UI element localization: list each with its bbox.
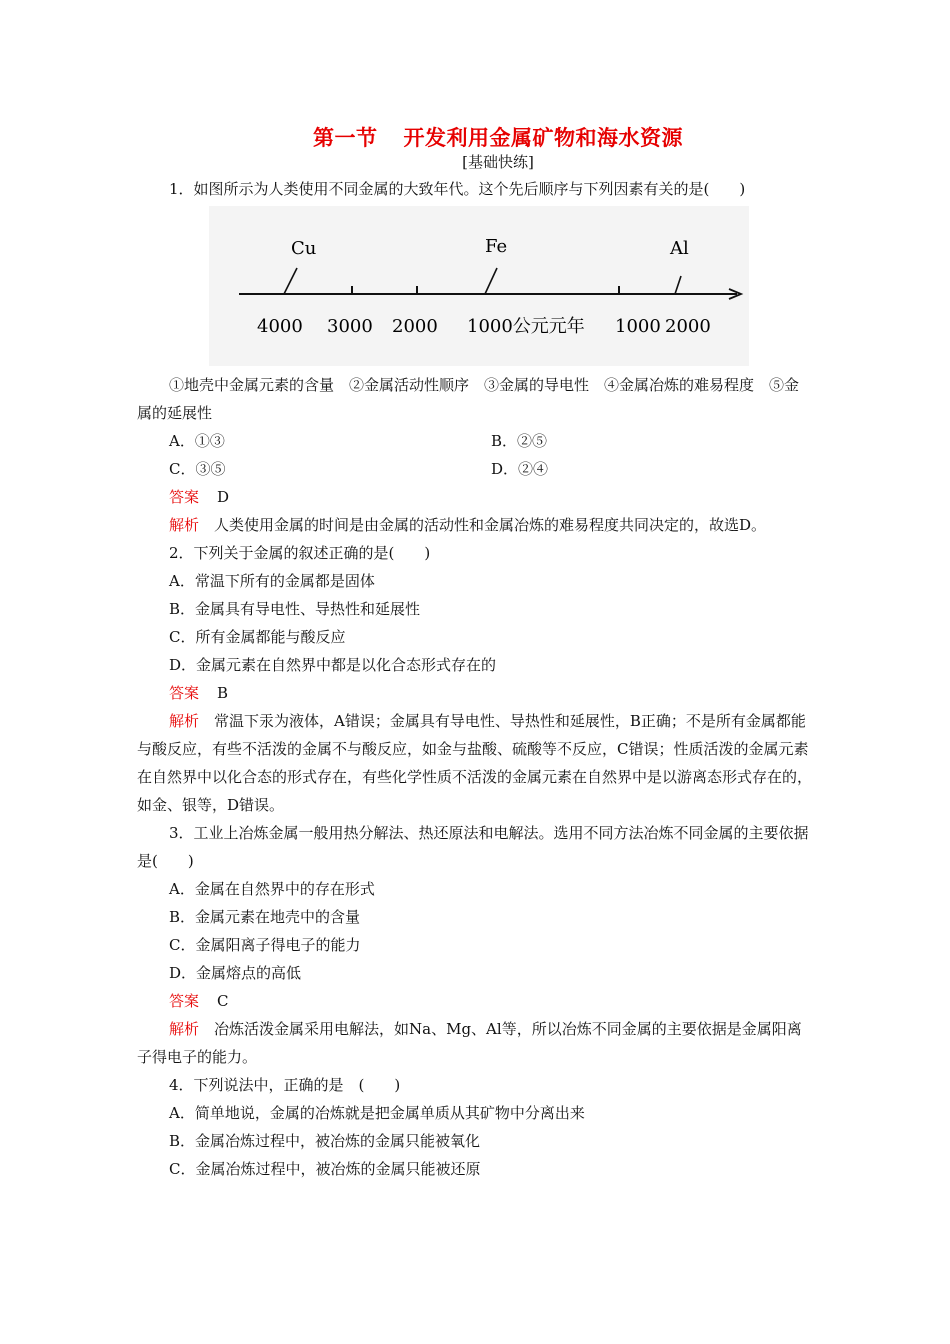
analysis: [137, 707, 813, 819]
question-stem: 1．如图所示为人类使用不同金属的大致年代。这个先后顺序与下列因素有关的是( ): [169, 180, 746, 198]
option-d: D．金属熔点的高低: [169, 964, 302, 982]
question-1: [137, 175, 813, 539]
answer-label: 答案: [169, 992, 200, 1010]
question-stem: 3．工业上冶炼金属一般用热分解法、热还原法和电解法。选用不同方法冶炼不同金属的主要依据是( ): [137, 824, 809, 870]
tick-label: 2000: [665, 316, 711, 337]
title-section: 第一节: [313, 125, 378, 150]
option-c: C．金属阳离子得电子的能力: [169, 936, 361, 954]
analysis-text: 常温下汞为液体，A错误；金属具有导电性、导热性和延展性，B正确；不是所有金属都能与酸反应，有些不活泼的金属不与酸反应，如金与盐酸、硫酸等不反应，C错误；性质活泼的金属元素在自然界中以化合态的形式存在，有些化学性质不活泼的金属元素在自然界中是以游离态形式存在的，如金、银等，D错误。: [137, 712, 813, 814]
question-3: [137, 819, 813, 1071]
tick-label: 1000: [615, 316, 661, 337]
tick-label: 1000公元元年: [467, 316, 585, 337]
metal-label-fe: Fe: [485, 236, 508, 257]
analysis-label: 解析: [169, 1020, 200, 1038]
section-subtitle: [基础快练]: [462, 153, 534, 171]
answer-line: [137, 987, 813, 1015]
analysis: [137, 511, 813, 539]
analysis-label: 解析: [169, 516, 200, 534]
answer-value: D: [217, 488, 230, 506]
option-b: B．金属冶炼过程中，被冶炼的金属只能被氧化: [169, 1132, 481, 1150]
title-topic: 开发利用金属矿物和海水资源: [403, 125, 683, 150]
option-d: D．②④: [491, 460, 549, 478]
tick-label: 2000: [392, 316, 438, 337]
analysis-text: 冶炼活泼金属采用电解法，如Na、Mg、Al等，所以冶炼不同金属的主要依据是金属阳离子得电子的能力。: [137, 1020, 802, 1066]
option-a: A．常温下所有的金属都是固体: [169, 572, 375, 590]
answer-value: C: [217, 992, 229, 1010]
option-b: B．金属具有导电性、导热性和延展性: [169, 600, 421, 618]
question-stem: 4．下列说法中，正确的是 ( ): [169, 1076, 401, 1094]
analysis-text: 人类使用金属的时间是由金属的活动性和金属冶炼的难易程度共同决定的，故选D。: [214, 516, 767, 534]
option-c: C．③⑤: [169, 460, 226, 478]
option-a: A．金属在自然界中的存在形式: [169, 880, 375, 898]
metal-label-cu: Cu: [291, 238, 317, 259]
option-row: [137, 455, 813, 483]
timeline-figure: [137, 203, 813, 371]
option-b: B．金属元素在地壳中的含量: [169, 908, 361, 926]
answer-label: 答案: [169, 684, 200, 702]
question-4: [137, 1071, 813, 1183]
tick-label: 4000: [257, 316, 303, 337]
option-b: B．②⑤: [491, 432, 548, 450]
option-c: C．金属冶炼过程中，被冶炼的金属只能被还原: [169, 1160, 481, 1178]
answer-line: [137, 679, 813, 707]
option-a: A．①③: [169, 432, 225, 450]
answer-value: B: [217, 684, 229, 702]
option-d: D．金属元素在自然界中都是以化合态形式存在的: [169, 656, 497, 674]
questions: [137, 175, 813, 1183]
option-row: [137, 427, 813, 455]
option-a: A．简单地说，金属的冶炼就是把金属单质从其矿物中分离出来: [169, 1104, 585, 1122]
tick-label: 3000: [327, 316, 373, 337]
answer-line: [137, 483, 813, 511]
metal-label-al: Al: [670, 238, 689, 259]
analysis-label: 解析: [169, 712, 200, 730]
answer-label: 答案: [169, 488, 200, 506]
factor-list: ①地壳中金属元素的含量 ②金属活动性顺序 ③金属的导电性 ④金属冶炼的难易程度 ⑤金属的延展性: [137, 376, 800, 422]
question-2: [137, 539, 813, 819]
timeline-diagram: [209, 206, 749, 366]
question-stem: 2．下列关于金属的叙述正确的是( ): [169, 544, 431, 562]
analysis: [137, 1015, 813, 1071]
option-c: C．所有金属都能与酸反应: [169, 628, 346, 646]
page-title: [0, 122, 950, 152]
figure-background: [209, 206, 749, 366]
